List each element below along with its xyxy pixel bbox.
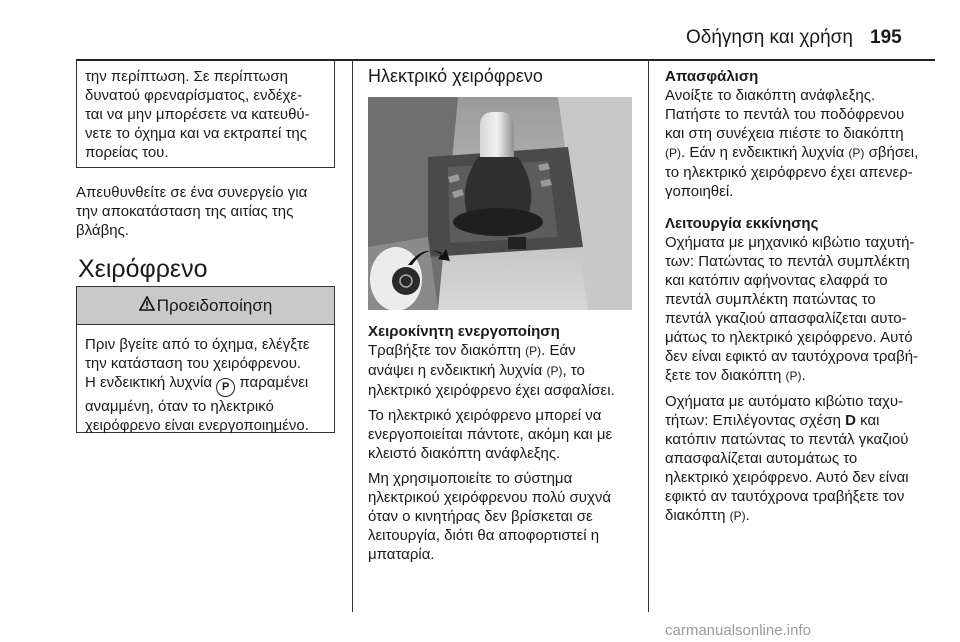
page-header [0,0,960,50]
watermark: carmanualsonline.info [665,622,811,639]
col1-paragraph [76,183,346,240]
text-line: την κατάσταση του χειρόφρενου. [85,355,302,372]
text-line: και στη συνέχεια πιέστε το διακόπτη [665,125,904,142]
col3-text [665,67,933,526]
section-heading: Χειρόφρενο [78,255,208,283]
text-line: και κατόπιν αφήνοντας ελαφρά το [665,272,888,289]
text-line: χειρόφρενο είναι ενεργοποιημένο. [85,417,309,434]
text-line: μπαταρία. [368,546,435,563]
warning-title: Προειδοποίηση [156,295,273,315]
text-line: ται να μην μπορέσετε να κατευθύ- [85,106,310,123]
gear-console-photo [368,97,632,310]
parking-brake-switch-icon: (P) [729,509,746,523]
text-line: ξετε τον διακόπτη (P). [665,367,806,384]
electric-brake-heading: Ηλεκτρικό χειρόφρενο [368,66,543,86]
parking-brake-symbol-icon: P [216,378,235,397]
text-line: δεν είναι εφικτό αν ταυτόχρονα τραβή- [665,348,919,365]
warning-box [76,286,335,433]
warning-body [77,325,334,435]
text-line: Οχήματα με μηχανικό κιβώτιο ταχυτή- [665,234,915,251]
text-line: την περίπτωση. Σε περίπτωση [85,68,288,85]
text-line: Απευθυνθείτε σε ένα συνεργείο για [76,184,308,201]
parking-brake-switch-icon: (P) [665,146,681,160]
warning-triangle-icon [139,295,155,316]
text-line: λειτουργία, διότι θα αποφορτιστεί η [368,527,600,544]
text-line: Πριν βγείτε από το όχημα, ελέγξτε [85,336,310,353]
release-heading: Απασφάλιση [665,68,759,85]
text-line: όταν ο κινητήρας δεν βρίσκεται σε [368,508,593,525]
parking-brake-lamp-icon: (P) [848,146,865,160]
text-line: ηλεκτρικό χειρόφρενο έχει ασφαλίσει. [368,382,615,399]
parking-brake-switch-icon: (P) [785,369,802,383]
text-line: αναμμένη, όταν το ηλεκτρικό [85,398,274,415]
manual-activation-heading: Χειροκίνητη ενεργοποίηση [368,323,560,340]
text-line: κατόπιν πατώντας το πεντάλ γκαζιού [665,431,909,448]
text-line: νετε το όχημα και να εκτραπεί της [85,125,308,142]
page-number: 195 [870,27,902,48]
section-title: Οδήγηση και χρήση [686,27,853,48]
text-line: βλάβης. [76,222,129,239]
warning-header [77,287,334,325]
continuation-box [76,60,335,168]
text-line: κλειστό διακόπτη ανάφλεξης. [368,445,561,462]
text-line: διακόπτη (P). [665,507,750,524]
text-line: πεντάλ συμπλέκτη πατώντας το [665,291,876,308]
text-line: το ηλεκτρικό χειρόφρενο έχει απενερ- [665,164,913,181]
parking-brake-lamp-icon: (P) [546,364,563,378]
text-line: Η ενδεικτική λυχνία P παραμένει [85,373,334,397]
parking-brake-switch-icon: (P) [525,344,542,358]
column-divider-2 [648,60,649,612]
text-line: (P). Εάν η ενδεικτική λυχνία (P) σβήσει, [665,144,919,161]
text-line: ηλεκτρικού χειρόφρενου πολύ συχνά [368,489,611,506]
text-line: μάτως το ηλεκτρικό χειρόφρενο. Αυτό [665,329,913,346]
text-line: δυνατού φρεναρίσματος, ενδέχε- [85,87,303,104]
text-line: Ανοίξτε το διακόπτη ανάφλεξης. [665,87,876,104]
text-line: Το ηλεκτρικό χειρόφρενο μπορεί να [368,407,602,424]
text-line: Τραβήξτε τον διακόπτη (P). Εάν [368,342,576,359]
drive-away-heading: Λειτουργία εκκίνησης [665,215,819,232]
text-line: ανάψει η ενδεικτική λυχνία (P), το [368,362,585,379]
column-divider-1 [352,60,353,612]
text-line: ηλεκτρικό χειρόφρενο. Αυτό δεν είναι [665,469,909,486]
text-line: πεντάλ γκαζιού απασφαλίζεται αυτο- [665,310,907,327]
text-line: πορείας του. [85,144,169,161]
text-line: απασφαλίζεται αυτομάτως το [665,450,858,467]
text-line: εφικτό αν ταυτόχρονα τραβήξετε τον [665,488,905,505]
col2-text [368,322,640,564]
text-line: τήτων: Επιλέγοντας σχέση D και [665,412,880,429]
text-line: Πατήστε το πεντάλ του ποδόφρενου [665,106,905,123]
text-line: Οχήματα με αυτόματο κιβώτιο ταχυ- [665,393,904,410]
text-line: γοποιηθεί. [665,183,734,200]
text-line: την αποκατάσταση της αιτίας της [76,203,294,220]
text-line: ενεργοποιείται πάντοτε, ακόμη και με [368,426,613,443]
text-line: των: Πατώντας το πεντάλ συμπλέκτη [665,253,910,270]
text-line: Μη χρησιμοποιείτε το σύστημα [368,470,573,487]
